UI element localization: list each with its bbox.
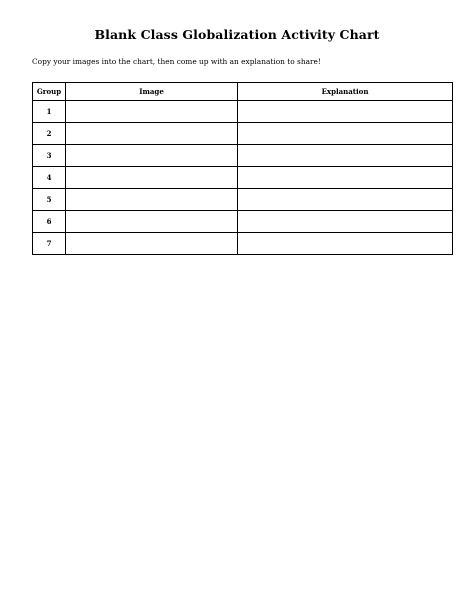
explanation-cell[interactable]	[238, 233, 453, 255]
group-number-cell: 4	[33, 167, 66, 189]
table-row	[33, 101, 453, 123]
group-number-cell: 7	[33, 233, 66, 255]
table-row	[33, 167, 453, 189]
explanation-cell[interactable]	[238, 211, 453, 233]
image-cell[interactable]	[66, 211, 238, 233]
image-cell[interactable]	[66, 101, 238, 123]
table-row	[33, 189, 453, 211]
column-header-explanation: Explanation	[238, 83, 453, 101]
group-number-cell: 2	[33, 123, 66, 145]
group-number-cell: 3	[33, 145, 66, 167]
group-number-cell: 1	[33, 101, 66, 123]
explanation-cell[interactable]	[238, 101, 453, 123]
activity-chart-table	[32, 82, 453, 255]
explanation-cell[interactable]	[238, 189, 453, 211]
table-row	[33, 233, 453, 255]
column-header-group: Group	[33, 83, 66, 101]
explanation-cell[interactable]	[238, 167, 453, 189]
table-row	[33, 145, 453, 167]
table-header-row	[33, 83, 453, 101]
instructions-text: Copy your images into the chart, then come up with an explanation to share!	[32, 57, 321, 66]
explanation-cell[interactable]	[238, 145, 453, 167]
image-cell[interactable]	[66, 167, 238, 189]
table-row	[33, 123, 453, 145]
table-row	[33, 211, 453, 233]
group-number-cell: 6	[33, 211, 66, 233]
column-header-image: Image	[66, 83, 238, 101]
group-number-cell: 5	[33, 189, 66, 211]
image-cell[interactable]	[66, 145, 238, 167]
image-cell[interactable]	[66, 189, 238, 211]
image-cell[interactable]	[66, 233, 238, 255]
image-cell[interactable]	[66, 123, 238, 145]
document-title: Blank Class Globalization Activity Chart	[94, 27, 380, 42]
explanation-cell[interactable]	[238, 123, 453, 145]
